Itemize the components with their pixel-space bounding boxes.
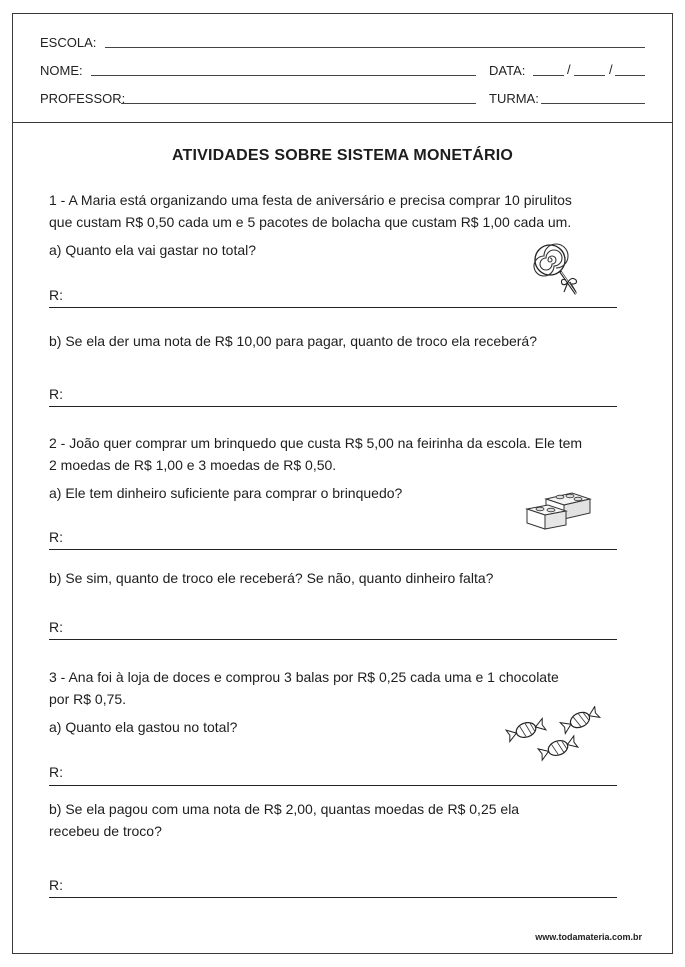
question-3a: a) Quanto ela gastou no total? [49, 719, 238, 735]
question-text-line: que custam R$ 0,50 cada um e 5 pacotes de bolacha que custam R$ 1,00 cada um. [49, 214, 572, 230]
answer-label: R: [49, 529, 63, 545]
candies-icon [504, 706, 606, 773]
answer-1a-line[interactable] [49, 307, 617, 308]
question-1a: a) Quanto ela vai gastar no total? [49, 242, 257, 258]
date-separator: / [609, 62, 613, 77]
question-2-prompt [49, 432, 582, 476]
answer-3a-line[interactable] [49, 785, 617, 786]
teacher-field[interactable] [121, 103, 476, 104]
date-separator: / [567, 62, 571, 77]
school-label: ESCOLA: [40, 35, 97, 50]
toy-blocks-icon [524, 489, 594, 536]
question-2a: a) Ele tem dinheiro suficiente para comprar o brinquedo? [49, 485, 403, 501]
date-day-field[interactable] [533, 75, 564, 76]
question-text-line: 3 - Ana foi à loja de doces e comprou 3 balas por R$ 0,25 cada uma e 1 chocolate [49, 669, 559, 685]
header-divider [12, 122, 673, 123]
question-1b: b) Se ela der uma nota de R$ 10,00 para pagar, quanto de troco ela receberá? [49, 333, 538, 349]
page-title: ATIVIDADES SOBRE SISTEMA MONETÁRIO [171, 147, 514, 164]
question-1-prompt [49, 189, 572, 233]
answer-2a-line[interactable] [49, 549, 617, 550]
class-field[interactable] [541, 103, 645, 104]
question-text-line: b) Se ela pagou com uma nota de R$ 2,00, quantas moedas de R$ 0,25 ela [49, 801, 520, 817]
answer-1b-line[interactable] [49, 406, 617, 407]
answer-label: R: [49, 877, 63, 893]
footer-website: www.todamateria.com.br [535, 932, 642, 942]
question-text-line: 1 - A Maria está organizando uma festa de aniversário e precisa comprar 10 pirulitos [49, 192, 572, 208]
name-field[interactable] [91, 75, 476, 76]
question-text-line: recebeu de troco? [49, 823, 162, 839]
question-3b [49, 798, 519, 842]
answer-label: R: [49, 386, 63, 402]
question-text-line: 2 moedas de R$ 1,00 e 3 moedas de R$ 0,50. [49, 457, 337, 473]
teacher-label: PROFESSOR: [40, 91, 126, 106]
question-3-prompt [49, 666, 559, 710]
answer-3b-line[interactable] [49, 897, 617, 898]
date-month-field[interactable] [574, 75, 605, 76]
answer-label: R: [49, 764, 63, 780]
lollipop-icon [530, 238, 590, 305]
school-field[interactable] [105, 47, 645, 48]
question-text-line: por R$ 0,75. [49, 691, 127, 707]
answer-2b-line[interactable] [49, 639, 617, 640]
class-label: TURMA: [489, 91, 539, 106]
answer-label: R: [49, 287, 63, 303]
date-label: DATA: [489, 63, 526, 78]
question-2b: b) Se sim, quanto de troco ele receberá? Se não, quanto dinheiro falta? [49, 570, 494, 586]
name-label: NOME: [40, 63, 83, 78]
question-text-line: 2 - João quer comprar um brinquedo que custa R$ 5,00 na feirinha da escola. Ele tem [49, 435, 583, 451]
date-year-field[interactable] [615, 75, 645, 76]
answer-label: R: [49, 619, 63, 635]
